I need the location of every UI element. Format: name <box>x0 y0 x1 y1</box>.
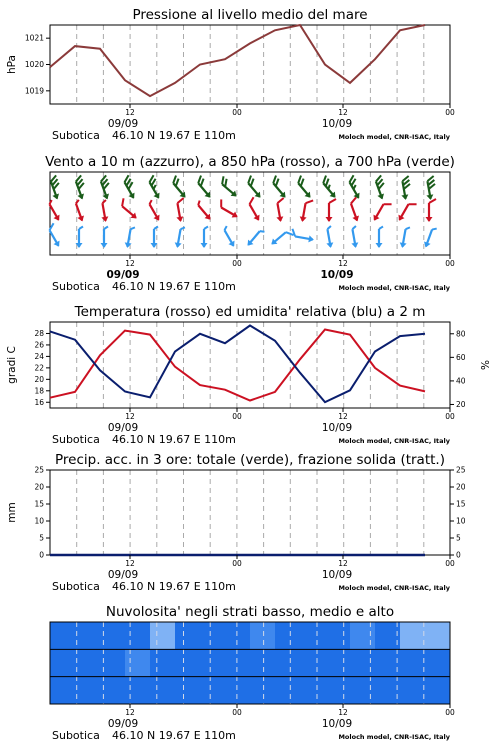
y-tick-label-right: 20 <box>456 483 466 492</box>
barb-head <box>232 211 240 220</box>
date-label: 10/09 <box>322 422 352 434</box>
y-tick-label: 15 <box>34 500 44 509</box>
wind-850-barb <box>145 200 162 222</box>
wind-10m-barb <box>44 223 65 248</box>
station-name: Subotica <box>52 280 100 293</box>
precip-ylabel: mm <box>6 502 18 522</box>
cloud-cell-basso <box>75 677 101 705</box>
barb-head <box>426 217 433 222</box>
y-tick-label: 0 <box>39 551 44 560</box>
time-axis-5 <box>52 704 455 742</box>
wind-700-barb <box>119 175 140 200</box>
wind-700-barb <box>293 176 316 200</box>
panel-title-1: Pressione al livello medio del mare <box>132 7 367 23</box>
cloud-cell-alto <box>200 622 226 650</box>
wind-700-barb <box>268 176 291 200</box>
cloud-cell-medio <box>200 649 226 677</box>
y-tick-label-right: 60 <box>456 353 466 362</box>
date-label: 09/09 <box>108 118 138 130</box>
cloud-cell-basso <box>275 677 301 705</box>
temperature-ylabel: gradi C <box>6 346 18 384</box>
y-tick-label: 1020 <box>25 60 44 69</box>
barb-head <box>377 194 385 201</box>
panel-title-2: Vento a 10 m (azzurro), a 850 hPa (rosso), a 700 hPa (verde) <box>45 154 455 170</box>
y-tick-label: 10 <box>34 517 44 526</box>
wind-850-barb <box>173 198 187 222</box>
date-label: 09/09 <box>108 569 138 581</box>
cloud-cell-medio <box>275 649 301 677</box>
barb-head <box>308 235 314 243</box>
date-label: 09/09 <box>108 422 138 434</box>
y-tick-label: 20 <box>34 483 44 492</box>
x-tick-label: 12 <box>338 108 348 117</box>
station-coords: 46.10 N 19.67 E 110m <box>112 580 236 593</box>
wind-10m-barb <box>245 227 265 248</box>
x-tick-label: 00 <box>445 108 455 117</box>
y-tick-label-right: 5 <box>456 534 461 543</box>
barb-feather <box>306 199 314 204</box>
date-label: 09/09 <box>108 718 138 730</box>
y-tick-label-right: 25 <box>456 466 466 475</box>
barb-feather <box>248 197 256 204</box>
cloud-cell-basso <box>300 677 326 705</box>
x-tick-label: 12 <box>338 259 348 268</box>
barb-head <box>371 215 380 223</box>
panel-1 <box>25 25 450 104</box>
cloud-cell-alto <box>150 622 176 650</box>
barb-feather <box>429 199 436 203</box>
station-name: Subotica <box>52 580 100 593</box>
y-tick-label: 18 <box>34 386 44 395</box>
wind-10m-barb <box>201 227 209 249</box>
station-name: Subotica <box>52 433 100 446</box>
barb-half-feather <box>75 200 80 204</box>
wind-700-barb <box>217 176 241 199</box>
wind-10m-barb <box>376 227 384 249</box>
wind-10m-barb <box>124 226 135 248</box>
y-tick-label: 20 <box>34 375 44 384</box>
cloud-cell-alto <box>75 622 101 650</box>
barb-half-feather <box>181 227 185 230</box>
wind-700-barb <box>371 175 389 200</box>
wind-850-barb <box>72 200 86 223</box>
cloud-cell-basso <box>400 677 426 705</box>
wind-10m-barb <box>399 226 410 248</box>
station-coords: 46.10 N 19.67 E 110m <box>112 729 236 742</box>
y-tick-label: 1021 <box>25 34 44 43</box>
panel-4 <box>34 466 465 560</box>
station-coords: 46.10 N 19.67 E 110m <box>112 433 236 446</box>
x-tick-label: 12 <box>125 108 135 117</box>
wind-700-barb <box>46 175 64 200</box>
wind-850-barb <box>117 198 141 221</box>
x-tick-label: 12 <box>125 708 135 717</box>
time-axis-4 <box>52 555 455 593</box>
wind-850-barb <box>244 197 265 222</box>
barb-head <box>401 194 409 200</box>
cloud-cell-basso <box>200 677 226 705</box>
barb-head <box>153 193 162 201</box>
cloud-cell-alto <box>400 622 426 650</box>
cloud-cell-basso <box>425 677 451 705</box>
cloud-cell-medio <box>250 649 276 677</box>
barb-head <box>53 241 62 249</box>
wind-700-barb <box>71 175 89 200</box>
date-label: 10/09 <box>320 269 353 281</box>
x-tick-label: 00 <box>445 412 455 421</box>
model-credit: Moloch model, CNR-ISAC, Italy <box>338 437 450 445</box>
cloud-cell-basso <box>350 677 376 705</box>
y-tick-label-right: 0 <box>456 551 461 560</box>
x-tick-label: 00 <box>232 108 242 117</box>
x-tick-label: 00 <box>445 259 455 268</box>
cloud-cell-alto <box>300 622 326 650</box>
y-tick-label-right: 15 <box>456 500 466 509</box>
y-tick-label: 26 <box>34 340 44 349</box>
barb-head <box>352 216 360 223</box>
wind-850-barb <box>371 199 392 224</box>
cloud-cell-medio <box>150 649 176 677</box>
barb-head <box>153 215 162 223</box>
wind-850-barb <box>426 199 437 222</box>
date-label: 10/09 <box>322 569 352 581</box>
cloud-cell-medio <box>175 649 201 677</box>
y-tick-label: 1019 <box>25 86 44 95</box>
wind-700-barb <box>423 176 437 200</box>
cloud-cell-basso <box>150 677 176 705</box>
wind-850-barb <box>396 199 417 224</box>
wind-700-barb <box>318 176 341 200</box>
panel-title-4: Precip. acc. in 3 ore: totale (verde), frazione solida (tratt.) <box>55 452 445 468</box>
wind-10m-barb <box>291 229 315 243</box>
panel-5 <box>50 622 451 705</box>
cloud-cell-alto <box>225 622 251 650</box>
barb-feather <box>409 201 417 208</box>
wind-850-barb <box>346 197 364 222</box>
date-label: 09/09 <box>106 269 139 281</box>
barb-head <box>228 241 237 249</box>
station-name: Subotica <box>52 729 100 742</box>
x-tick-label: 00 <box>445 708 455 717</box>
wind-850-barb <box>326 199 337 222</box>
cloud-cell-alto <box>175 622 201 650</box>
barb-head <box>52 194 60 201</box>
wind-850-barb <box>273 198 287 222</box>
temperature-line <box>50 330 425 401</box>
panel-title-5: Nuvolosita' negli strati basso, medio e alto <box>106 604 394 620</box>
cloud-cell-medio <box>400 649 426 677</box>
cloud-cell-basso <box>175 677 201 705</box>
barb-feather <box>48 223 56 230</box>
wind-700-barb <box>144 175 165 200</box>
panel-frame <box>50 470 450 555</box>
cloud-cell-alto <box>425 622 451 650</box>
y-tick-label: 22 <box>34 363 44 372</box>
x-tick-label: 12 <box>125 559 135 568</box>
barb-half-feather <box>327 226 331 229</box>
barb-half-feather <box>148 200 153 204</box>
humidity-ylabel: % <box>480 360 492 370</box>
cloud-cell-alto <box>250 622 276 650</box>
barb-half-feather <box>154 227 158 230</box>
barb-head <box>77 194 85 201</box>
barb-half-feather <box>406 227 410 230</box>
barb-head <box>299 216 307 222</box>
wind-700-barb <box>193 176 216 200</box>
x-tick-label: 12 <box>338 412 348 421</box>
wind-850-barb <box>299 199 313 223</box>
time-axis-2 <box>52 255 455 293</box>
panel-3 <box>34 322 465 409</box>
cloud-cell-medio <box>50 649 76 677</box>
wind-700-barb <box>344 175 365 200</box>
x-tick-label: 12 <box>125 412 135 421</box>
barb-feather <box>329 199 336 203</box>
wind-700-barb <box>96 175 114 200</box>
barb-feather <box>119 198 127 206</box>
barb-half-feather <box>352 226 356 229</box>
x-tick-label: 00 <box>232 259 242 268</box>
wind-10m-barb <box>349 226 360 248</box>
barb-feather <box>218 199 225 207</box>
barb-half-feather <box>48 200 53 204</box>
y-tick-label-right: 10 <box>456 517 466 526</box>
y-tick-label: 5 <box>39 534 44 543</box>
barb-half-feather <box>131 227 135 230</box>
barb-head <box>253 215 262 223</box>
pressure-ylabel: hPa <box>6 55 18 74</box>
x-tick-label: 00 <box>232 412 242 421</box>
wind-850-barb <box>45 200 62 222</box>
cloud-cell-basso <box>225 677 251 705</box>
model-credit: Moloch model, CNR-ISAC, Italy <box>338 584 450 592</box>
panel-frame <box>50 322 450 408</box>
cloud-cell-medio <box>325 649 351 677</box>
station-name: Subotica <box>52 129 100 142</box>
y-tick-label-right: 40 <box>456 376 466 385</box>
wind-850-barb <box>99 200 110 222</box>
barb-half-feather <box>197 201 202 205</box>
cloud-cell-basso <box>50 677 76 705</box>
barb-half-feather <box>223 226 228 230</box>
barb-half-feather <box>379 227 383 230</box>
barb-half-feather <box>102 200 106 203</box>
wind-10m-barb <box>324 226 335 248</box>
time-axis-1 <box>52 104 455 142</box>
barb-feather <box>277 198 285 203</box>
wind-700-barb <box>243 176 266 200</box>
x-tick-label: 12 <box>338 559 348 568</box>
panel-frame <box>50 25 450 104</box>
barb-head <box>101 243 108 248</box>
cloud-cell-basso <box>250 677 276 705</box>
barb-half-feather <box>432 227 437 231</box>
date-label: 10/09 <box>322 118 352 130</box>
cloud-cell-medio <box>300 649 326 677</box>
panel-2 <box>44 172 450 255</box>
barb-half-feather <box>204 227 208 230</box>
barb-head <box>174 242 182 248</box>
barb-head <box>399 242 407 248</box>
y-tick-label: 24 <box>34 352 44 361</box>
barb-head <box>376 243 383 248</box>
pressure-line <box>50 25 425 96</box>
barb-half-feather <box>79 227 83 230</box>
barb-head <box>276 216 284 222</box>
y-tick-label-right: 80 <box>456 329 466 338</box>
station-coords: 46.10 N 19.67 E 110m <box>112 280 236 293</box>
cloud-cell-medio <box>225 649 251 677</box>
cloud-cell-medio <box>425 649 451 677</box>
wind-10m-barb <box>101 227 109 249</box>
cloud-cell-alto <box>325 622 351 650</box>
barb-head <box>77 216 85 223</box>
wind-700-barb <box>398 176 412 200</box>
model-credit: Moloch model, CNR-ISAC, Italy <box>338 284 450 292</box>
barb-head <box>426 194 434 200</box>
station-coords: 46.10 N 19.67 E 110m <box>112 129 236 142</box>
cloud-cell-medio <box>125 649 151 677</box>
cloud-cell-alto <box>275 622 301 650</box>
barb-feather <box>384 201 392 208</box>
time-axis-3 <box>52 408 455 446</box>
cloud-cell-basso <box>325 677 351 705</box>
wind-10m-barb <box>422 226 436 249</box>
barb-head <box>351 242 359 248</box>
x-tick-label: 00 <box>232 559 242 568</box>
y-tick-label: 25 <box>34 466 44 475</box>
panel-title-3: Temperatura (rosso) ed umidita' relativa (blu) a 2 m <box>74 304 426 320</box>
wind-700-barb <box>168 176 191 200</box>
humidity-line <box>50 326 425 403</box>
model-credit: Moloch model, CNR-ISAC, Italy <box>338 133 450 141</box>
y-tick-label: 16 <box>34 398 44 407</box>
x-tick-label: 12 <box>338 708 348 717</box>
cloud-cell-medio <box>75 649 101 677</box>
wind-10m-barb <box>220 226 237 248</box>
x-tick-label: 00 <box>232 708 242 717</box>
cloud-cell-basso <box>125 677 151 705</box>
barb-feather <box>350 197 358 203</box>
cloud-cell-alto <box>125 622 151 650</box>
barb-half-feather <box>104 227 108 230</box>
barb-head <box>101 216 109 222</box>
x-tick-label: 00 <box>445 559 455 568</box>
cloud-cell-medio <box>350 649 376 677</box>
x-tick-label: 12 <box>125 259 135 268</box>
y-tick-label-right: 20 <box>456 400 466 409</box>
cloud-cell-alto <box>50 622 76 650</box>
cloud-cell-alto <box>350 622 376 650</box>
barb-head <box>326 217 333 222</box>
barb-head <box>53 215 62 223</box>
y-tick-label: 28 <box>34 329 44 338</box>
barb-head <box>326 242 334 248</box>
model-credit: Moloch model, CNR-ISAC, Italy <box>338 733 450 741</box>
date-label: 10/09 <box>322 718 352 730</box>
barb-head <box>201 243 208 248</box>
